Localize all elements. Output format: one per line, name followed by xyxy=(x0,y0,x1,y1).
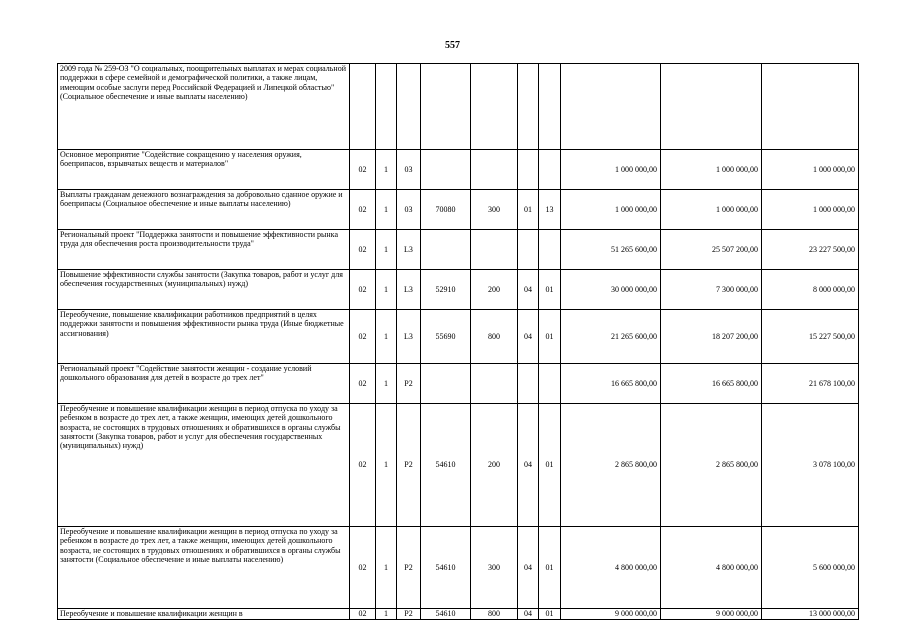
cell-name: Основное мероприятие "Содействие сокращению у населения оружия, боеприпасов, взрывчатых веществ и материалов" xyxy=(58,150,350,190)
cell-c7 xyxy=(539,64,561,150)
cell-a3: 13 000 000,00 xyxy=(762,609,859,620)
table-row xyxy=(58,230,859,270)
cell-c5: 300 xyxy=(471,190,518,230)
cell-c4: 54610 xyxy=(421,404,471,527)
cell-c5: 200 xyxy=(471,270,518,310)
cell-c3: L3 xyxy=(397,310,421,364)
cell-c5 xyxy=(471,364,518,404)
cell-c1: 02 xyxy=(350,609,376,620)
cell-c5: 800 xyxy=(471,310,518,364)
cell-c7 xyxy=(539,364,561,404)
cell-c2: 1 xyxy=(376,150,397,190)
cell-c1: 02 xyxy=(350,270,376,310)
cell-c1: 02 xyxy=(350,404,376,527)
cell-c7 xyxy=(539,230,561,270)
cell-c3: P2 xyxy=(397,364,421,404)
cell-c6 xyxy=(518,150,539,190)
cell-name: Региональный проект "Поддержка занятости и повышение эффективности рынка труда для обеспечения роста производительности труда" xyxy=(58,230,350,270)
cell-a2: 2 865 800,00 xyxy=(661,404,762,527)
cell-c5 xyxy=(471,150,518,190)
cell-c6 xyxy=(518,64,539,150)
cell-c4 xyxy=(421,364,471,404)
cell-c5: 300 xyxy=(471,527,518,609)
cell-a1: 1 000 000,00 xyxy=(561,190,661,230)
cell-c6: 04 xyxy=(518,270,539,310)
cell-name: Переобучение, повышение квалификации работников предприятий в целях поддержки занятости и повышения эффективности рынка труда (Иные бюджетные ассигнования) xyxy=(58,310,350,364)
table-row xyxy=(58,609,859,620)
cell-c2: 1 xyxy=(376,527,397,609)
cell-c6: 04 xyxy=(518,404,539,527)
cell-c1: 02 xyxy=(350,364,376,404)
cell-c5 xyxy=(471,64,518,150)
cell-c4 xyxy=(421,64,471,150)
table-row xyxy=(58,150,859,190)
cell-c4: 54610 xyxy=(421,527,471,609)
cell-c3: L3 xyxy=(397,270,421,310)
cell-a3: 3 078 100,00 xyxy=(762,404,859,527)
cell-a2 xyxy=(661,64,762,150)
cell-c1: 02 xyxy=(350,150,376,190)
cell-c2: 1 xyxy=(376,364,397,404)
table-row xyxy=(58,270,859,310)
cell-c2: 1 xyxy=(376,310,397,364)
cell-c4: 52910 xyxy=(421,270,471,310)
cell-a3: 5 600 000,00 xyxy=(762,527,859,609)
cell-a1: 1 000 000,00 xyxy=(561,150,661,190)
cell-name: Выплаты гражданам денежного вознаграждения за добровольно сданное оружие и боеприпасы (Социальное обеспечение и иные выплаты населению) xyxy=(58,190,350,230)
cell-a2: 9 000 000,00 xyxy=(661,609,762,620)
cell-name: Переобучение и повышение квалификации женщин в xyxy=(58,609,350,620)
table-row xyxy=(58,310,859,364)
cell-c4 xyxy=(421,150,471,190)
cell-a1: 2 865 800,00 xyxy=(561,404,661,527)
cell-c2: 1 xyxy=(376,609,397,620)
cell-name: 2009 года № 259-ОЗ "О социальных, поощрительных выплатах и мерах социальной поддержки в сфере семейной и демографической политики, а также лицам, имеющим особые заслуги перед Российской Федерацией и Липецкой областью" (Социальное обеспечение и иные выплаты населению) xyxy=(58,64,350,150)
cell-a3: 1 000 000,00 xyxy=(762,190,859,230)
cell-c1: 02 xyxy=(350,527,376,609)
cell-name: Региональный проект "Содействие занятости женщин - создание условий дошкольного образования для детей в возрасте до трех лет" xyxy=(58,364,350,404)
cell-c2: 1 xyxy=(376,190,397,230)
budget-table xyxy=(57,63,859,620)
cell-a3: 23 227 500,00 xyxy=(762,230,859,270)
cell-c2: 1 xyxy=(376,404,397,527)
cell-a2: 18 207 200,00 xyxy=(661,310,762,364)
cell-c3: 03 xyxy=(397,150,421,190)
cell-a2: 25 507 200,00 xyxy=(661,230,762,270)
cell-c7 xyxy=(539,150,561,190)
cell-c5 xyxy=(471,230,518,270)
cell-a3 xyxy=(762,64,859,150)
table-row xyxy=(58,527,859,609)
table-row xyxy=(58,64,859,150)
cell-name: Повышение эффективности службы занятости (Закупка товаров, работ и услуг для обеспечения государственных (муниципальных) нужд) xyxy=(58,270,350,310)
cell-c1: 02 xyxy=(350,310,376,364)
cell-a2: 1 000 000,00 xyxy=(661,190,762,230)
cell-c7: 01 xyxy=(539,527,561,609)
cell-a1: 51 265 600,00 xyxy=(561,230,661,270)
cell-c3: P2 xyxy=(397,527,421,609)
cell-c2: 1 xyxy=(376,230,397,270)
cell-c4 xyxy=(421,230,471,270)
table-row xyxy=(58,364,859,404)
cell-c1: 02 xyxy=(350,230,376,270)
table-row xyxy=(58,190,859,230)
cell-name: Переобучение и повышение квалификации женщин в период отпуска по уходу за ребенком в возрасте до трех лет, а также женщин, имеющих детей дошкольного возраста, не состоящих в трудовых отношениях и обратившихся в органы службы занятости (Социальное обеспечение и иные выплаты населению) xyxy=(58,527,350,609)
cell-c3: P2 xyxy=(397,609,421,620)
cell-c1: 02 xyxy=(350,190,376,230)
cell-a1: 9 000 000,00 xyxy=(561,609,661,620)
cell-c5: 800 xyxy=(471,609,518,620)
cell-a1 xyxy=(561,64,661,150)
cell-a2: 16 665 800,00 xyxy=(661,364,762,404)
cell-c2 xyxy=(376,64,397,150)
cell-c6 xyxy=(518,364,539,404)
cell-a2: 4 800 000,00 xyxy=(661,527,762,609)
cell-c4: 55690 xyxy=(421,310,471,364)
cell-c7: 01 xyxy=(539,404,561,527)
cell-c3: L3 xyxy=(397,230,421,270)
cell-c6: 01 xyxy=(518,190,539,230)
cell-c6: 04 xyxy=(518,310,539,364)
cell-c7: 01 xyxy=(539,270,561,310)
cell-a3: 1 000 000,00 xyxy=(762,150,859,190)
cell-c4: 54610 xyxy=(421,609,471,620)
cell-c6: 04 xyxy=(518,527,539,609)
cell-a3: 21 678 100,00 xyxy=(762,364,859,404)
cell-c6: 04 xyxy=(518,609,539,620)
cell-name: Переобучение и повышение квалификации женщин в период отпуска по уходу за ребенком в возрасте до трех лет, а также женщин, имеющих детей дошкольного возраста, не состоящих в трудовых отношениях и обратившихся в органы службы занятости (Закупка товаров, работ и услуг для обеспечения государственных (муниципальных) нужд) xyxy=(58,404,350,527)
cell-a1: 4 800 000,00 xyxy=(561,527,661,609)
table-row xyxy=(58,404,859,527)
cell-c5: 200 xyxy=(471,404,518,527)
cell-c3 xyxy=(397,64,421,150)
cell-a3: 8 000 000,00 xyxy=(762,270,859,310)
cell-a1: 30 000 000,00 xyxy=(561,270,661,310)
cell-c1 xyxy=(350,64,376,150)
cell-c7: 01 xyxy=(539,609,561,620)
cell-c3: 03 xyxy=(397,190,421,230)
cell-a1: 21 265 600,00 xyxy=(561,310,661,364)
cell-c3: P2 xyxy=(397,404,421,527)
cell-c7: 01 xyxy=(539,310,561,364)
cell-a2: 7 300 000,00 xyxy=(661,270,762,310)
cell-a2: 1 000 000,00 xyxy=(661,150,762,190)
cell-c4: 70080 xyxy=(421,190,471,230)
table-body xyxy=(58,64,859,620)
cell-c7: 13 xyxy=(539,190,561,230)
cell-a3: 15 227 500,00 xyxy=(762,310,859,364)
page-number: 557 xyxy=(445,40,460,51)
cell-a1: 16 665 800,00 xyxy=(561,364,661,404)
cell-c6 xyxy=(518,230,539,270)
cell-c2: 1 xyxy=(376,270,397,310)
